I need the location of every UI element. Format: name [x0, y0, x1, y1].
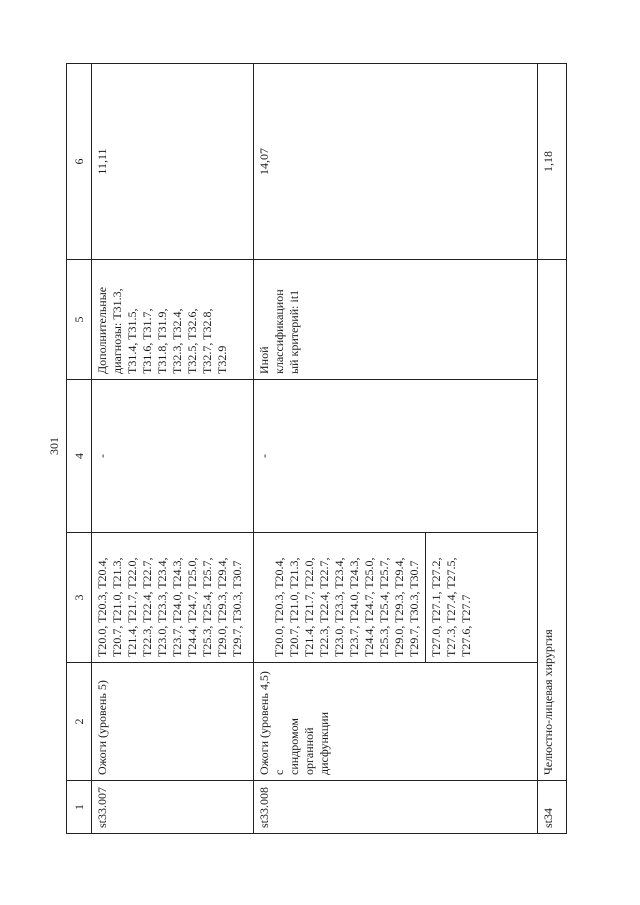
ksg-table	[66, 63, 567, 834]
section-name: Челюстно-лицевая хирургия	[538, 260, 567, 781]
section-code: st34	[538, 781, 567, 834]
row-additional-criteria: Дополнительные диагнозы: T31.3, T31.4, T31.5, T31.6, T31.7, T31.8, T31.9, T32.3, T32.4, T32.5, T32.6, T32.7, T32.8, T32.9	[92, 260, 254, 380]
header-col-4: 4	[67, 380, 92, 533]
row-icd-codes-extra: T27.0, T27.1, T27.2, T27.3, T27.4, T27.5, T27.6, T27.7	[429, 557, 473, 657]
header-col-5: 5	[67, 260, 92, 380]
row-coefficient: 11,11	[92, 64, 254, 260]
row-icd-codes: T20.0, T20.3, T20.4, T20.7, T21.0, T21.3, T21.4, T21.7, T22.0, T22.3, T22.4, T22.7, T23.0, T23.3, T23.4, T23.7, T24.0, T24.3, T24.4, T24.7, T25.0, T25.3, T25.4, T25.7, T29.0, T29.3, T29.4, T29.7, T30.3, T30.7	[269, 533, 426, 662]
table-row	[254, 64, 538, 834]
header-col-6: 6	[67, 64, 92, 260]
header-col-3: 3	[67, 533, 92, 663]
row-code: st33.007	[92, 781, 254, 834]
section-row	[538, 64, 567, 834]
header-col-2: 2	[67, 663, 92, 781]
row-col4: -	[92, 380, 254, 533]
rotated-page-content	[66, 64, 555, 834]
icd-subtable	[269, 533, 522, 662]
header-row	[67, 64, 92, 834]
row-name: Ожоги (уровень 4,5) с синдромом органной дисфункции	[254, 663, 538, 781]
section-coefficient: 1,18	[538, 64, 567, 260]
row-name: Ожоги (уровень 5)	[92, 663, 254, 781]
row-icd-codes: T20.0, T20.3, T20.4, T20.7, T21.0, T21.3, T21.4, T21.7, T22.0, T22.3, T22.4, T22.7, T23.0, T23.3, T23.4, T23.7, T24.0, T24.3, T24.4, T24.7, T25.0, T25.3, T25.4, T25.7, T29.0, T29.3, T29.4, T29.7, T30.3, T30.7	[92, 533, 254, 663]
row-coefficient: 14,07	[254, 64, 538, 260]
page-number: 301	[47, 437, 61, 455]
table-row	[92, 64, 254, 834]
row-code: st33.008	[254, 781, 538, 834]
row-icd-codes-split	[254, 533, 538, 663]
row-col4: -	[254, 380, 538, 533]
header-col-1: 1	[67, 781, 92, 834]
row-additional-criteria: Иной классификацион ый критерий: it1	[254, 260, 538, 380]
